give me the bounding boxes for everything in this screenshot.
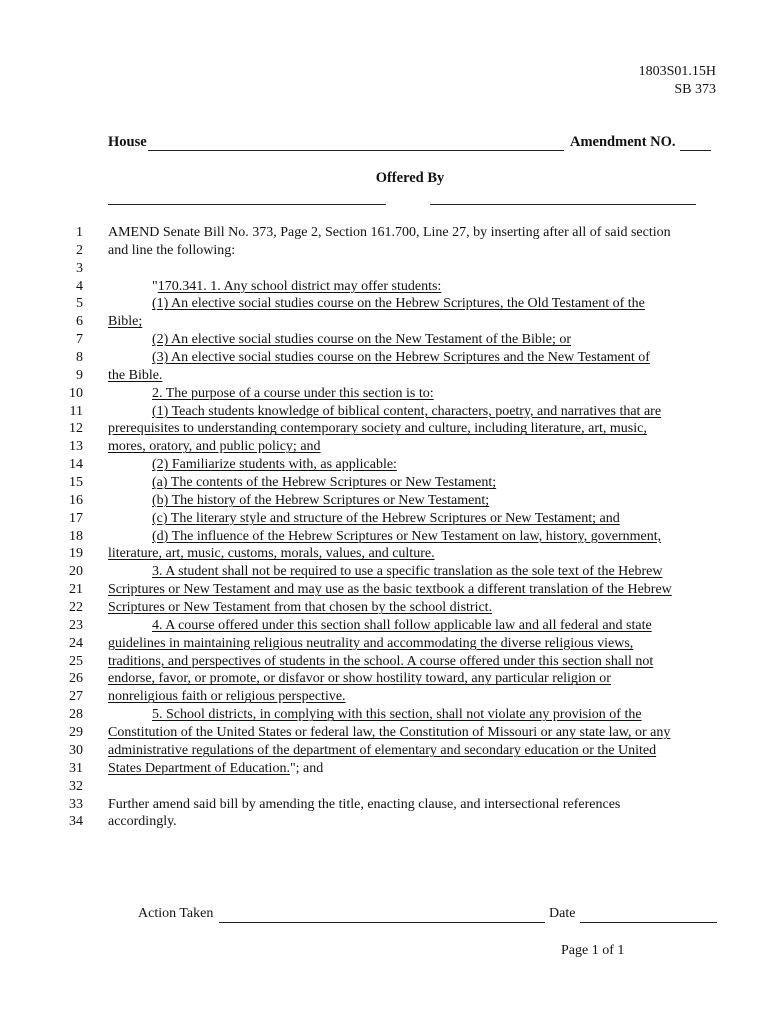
line-text	[152, 456, 397, 474]
line-text	[108, 581, 672, 599]
line-number: 7	[76, 332, 83, 348]
line-number: 13	[69, 439, 83, 455]
line-text	[152, 492, 489, 510]
line-text	[108, 653, 653, 671]
line-number: 24	[69, 635, 83, 651]
offered-by-signature-line-1	[108, 204, 386, 205]
document-line	[0, 599, 770, 617]
line-text	[152, 617, 652, 635]
line-number: 1	[76, 225, 83, 240]
line-text	[152, 528, 661, 546]
inserted-text: (3) An elective social studies course on the Hebrew Scriptures and the New Testament of	[152, 350, 650, 366]
document-line	[0, 688, 770, 706]
inserted-text: endorse, favor, or promote, or disfavor or show hostility toward, any particular religion or	[108, 671, 611, 687]
inserted-text: mores, oratory, and public policy; and	[108, 439, 321, 455]
document-line	[0, 242, 770, 260]
document-line	[0, 474, 770, 492]
line-text-segment: and line the following:	[108, 242, 236, 258]
line-text	[108, 635, 633, 653]
line-text	[108, 242, 235, 260]
line-number: 22	[69, 600, 83, 616]
line-number: 12	[69, 421, 83, 437]
inserted-text: nonreligious faith or religious perspective.	[108, 689, 346, 705]
line-number: 21	[69, 582, 83, 598]
line-number: 19	[69, 546, 83, 562]
document-line	[0, 349, 770, 367]
document-id	[639, 63, 716, 99]
line-text	[108, 670, 611, 688]
document-line	[0, 724, 770, 742]
inserted-text: traditions, and perspectives of students in the school. A course offered under this section shall not	[108, 653, 654, 669]
line-text-segment: accordingly.	[108, 814, 177, 830]
document-line	[0, 492, 770, 510]
document-line	[0, 545, 770, 563]
inserted-text: Scriptures or New Testament from that chosen by the school district.	[108, 600, 493, 616]
line-number: 28	[69, 707, 83, 723]
line-number: 20	[69, 564, 83, 580]
line-number: 27	[69, 689, 83, 705]
line-text	[152, 403, 661, 421]
line-text	[108, 438, 321, 456]
line-number: 34	[69, 814, 83, 830]
line-number: 2	[76, 242, 83, 258]
line-number: 25	[69, 653, 83, 669]
line-text	[152, 510, 620, 528]
inserted-text: (1) Teach students knowledge of biblical content, characters, poetry, and narratives that are	[152, 403, 662, 419]
inserted-text: guidelines in maintaining religious neutrality and accommodating the diverse religious views,	[108, 635, 634, 651]
line-text	[108, 796, 620, 814]
line-number: 33	[69, 796, 83, 812]
document-line	[0, 367, 770, 385]
document-line	[0, 456, 770, 474]
date-label: Date	[549, 906, 576, 921]
document-line	[0, 563, 770, 581]
inserted-text: 5. School districts, in complying with this section, shall not violate any provision of the	[152, 707, 642, 723]
line-text	[152, 474, 496, 492]
line-text	[108, 224, 671, 242]
offered-by-signature-line-2	[430, 204, 696, 205]
inserted-text: Scriptures or New Testament and may use as the basic textbook a different translation of the Hebrew	[108, 582, 672, 598]
document-line	[0, 420, 770, 438]
inserted-text: 2. The purpose of a course under this section is to:	[152, 385, 434, 401]
document-line	[0, 813, 770, 831]
line-number: 6	[76, 314, 83, 330]
line-number: 23	[69, 617, 83, 633]
document-line	[0, 313, 770, 331]
inserted-text: 3. A student shall not be required to use a specific translation as the sole text of the Hebrew	[152, 564, 663, 580]
page-number: Page 1 of 1	[561, 943, 625, 958]
document-line	[0, 260, 770, 278]
amendment-number-label: Amendment NO.	[570, 134, 676, 150]
inserted-text: (2) Familiarize students with, as applicable:	[152, 457, 397, 473]
document-line	[0, 528, 770, 546]
line-number: 15	[69, 475, 83, 491]
line-text	[108, 599, 492, 617]
document-line	[0, 706, 770, 724]
inserted-text: (d) The influence of the Hebrew Scriptures or New Testament on law, history, government,	[152, 528, 662, 544]
line-text	[152, 331, 571, 349]
line-number: 9	[76, 367, 83, 383]
inserted-text: (1) An elective social studies course on the Hebrew Scriptures, the Old Testament of the	[152, 296, 645, 312]
line-number: 10	[69, 385, 83, 401]
inserted-text: literature, art, music, customs, morals, values, and culture.	[108, 546, 435, 562]
document-line	[0, 653, 770, 671]
inserted-text: the Bible.	[108, 367, 163, 383]
action-taken-blank-line	[219, 922, 545, 923]
document-line	[0, 224, 770, 242]
amendment-number-blank	[680, 150, 711, 151]
doc-number: 1803S01.15H	[638, 64, 716, 79]
document-line	[0, 670, 770, 688]
line-text-segment: Further amend said bill by amending the title, enacting clause, and intersectional references	[108, 796, 621, 812]
line-text	[152, 706, 642, 724]
line-number: 14	[69, 457, 83, 473]
document-line	[0, 331, 770, 349]
line-text	[108, 545, 435, 563]
line-text	[152, 563, 662, 581]
document-line	[0, 796, 770, 814]
line-text	[108, 724, 670, 742]
line-text	[152, 349, 650, 367]
document-line	[0, 385, 770, 403]
inserted-text: States Department of Education.	[108, 760, 290, 776]
bill-number: SB 373	[674, 82, 716, 97]
line-text	[108, 313, 142, 331]
document-line	[0, 617, 770, 635]
line-text-segment: AMEND Senate Bill No. 373, Page 2, Section 161.700, Line 27, by inserting after all of said section	[108, 225, 671, 240]
amendment-body	[0, 224, 770, 831]
line-text	[152, 385, 434, 403]
line-number: 4	[76, 278, 83, 294]
line-number: 29	[69, 725, 83, 741]
line-number: 31	[69, 760, 83, 776]
date-blank-line	[580, 922, 717, 923]
document-line	[0, 438, 770, 456]
inserted-text: Constitution of the United States or federal law, the Constitution of Missouri or any state law, or any	[108, 725, 671, 741]
document-line	[0, 295, 770, 313]
action-taken-label: Action Taken	[138, 906, 214, 921]
inserted-text: 4. A course offered under this section shall follow applicable law and all federal and state	[152, 617, 652, 633]
inserted-text: prerequisites to understanding contemporary society and culture, including literature, art, music,	[108, 421, 647, 437]
document-line	[0, 742, 770, 760]
line-text	[152, 278, 441, 296]
house-blank-line	[148, 150, 564, 151]
line-text-segment: "; and	[289, 760, 324, 776]
inserted-text: (a) The contents of the Hebrew Scriptures or New Testament;	[152, 475, 497, 491]
line-text-segment: "	[152, 278, 158, 294]
document-line	[0, 403, 770, 421]
line-text	[108, 760, 323, 778]
line-number: 16	[69, 492, 83, 508]
document-line	[0, 510, 770, 528]
line-number: 11	[69, 403, 83, 419]
line-text	[152, 295, 645, 313]
inserted-text: administrative regulations of the department of elementary and secondary education or the United	[108, 742, 657, 758]
inserted-text: (c) The literary style and structure of the Hebrew Scriptures or New Testament; and	[152, 510, 620, 526]
line-text	[108, 420, 647, 438]
document-line	[0, 278, 770, 296]
inserted-text: 170.341. 1. Any school district may offer students:	[157, 278, 442, 294]
line-number: 26	[69, 671, 83, 687]
document-line	[0, 635, 770, 653]
line-number: 32	[69, 778, 83, 794]
line-number: 30	[69, 742, 83, 758]
line-text	[108, 367, 162, 385]
document-line	[0, 581, 770, 599]
offered-by-label: Offered By	[375, 170, 445, 186]
document-line	[0, 778, 770, 796]
inserted-text: Bible;	[108, 314, 143, 330]
house-label: House	[108, 134, 147, 150]
document-line	[0, 760, 770, 778]
line-number: 3	[76, 260, 83, 276]
line-text	[108, 742, 656, 760]
inserted-text: (2) An elective social studies course on the New Testament of the Bible; or	[152, 332, 572, 348]
line-text	[108, 813, 177, 831]
line-number: 8	[76, 350, 83, 366]
line-text	[108, 688, 346, 706]
inserted-text: (b) The history of the Hebrew Scriptures or New Testament;	[152, 492, 490, 508]
line-number: 5	[76, 296, 83, 312]
line-number: 17	[69, 510, 83, 526]
line-number: 18	[69, 528, 83, 544]
